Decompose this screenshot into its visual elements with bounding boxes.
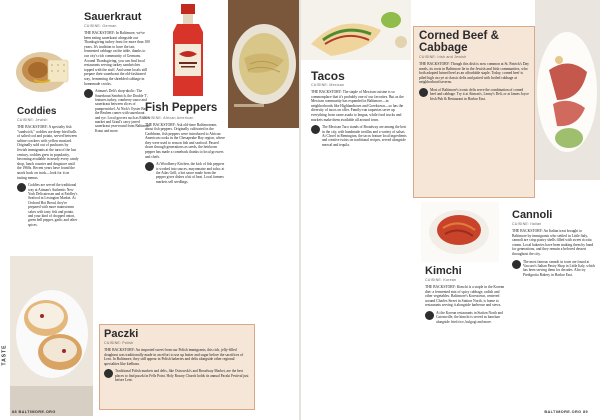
sauerkraut-title: Sauerkraut [84,11,142,23]
kimchi-tip [425,311,505,324]
tacos-tip [311,125,409,147]
fish-peppers-article [145,103,225,184]
tip-icon [104,369,113,378]
paczki-cuisine: CUISINE: Polish [104,341,134,345]
paczki-photo [10,256,93,416]
tacos-article [311,70,409,147]
cannoli-article [512,210,596,277]
coddies-body: THE BACKSTORY: A specialty fish "sandwich," coddies are deep-fried balls of salted cod and potato, served between saltine crackers with yellow mustard. Originally sold out of pushcarts by Jewish immigrants at the turn of the last century, coddies grew in popularity, becoming available in nearly every candy shop, lunch counter and drugstore until the 1960s. Recent years have found the snack back on track—look for it on tasting menus. [17,125,79,180]
corned-beef-body: THE BACKSTORY: Though this dish is now common at St. Patrick's Day meals, its roots in Baltimore lie in the Jewish and Irish communities, who both adopted brined beef as an affordable staple. Today, corned beef is piled high on rye at classic delis and paired with boiled cabbage at neighborhood taverns. [419,62,529,85]
tip-icon [17,183,26,192]
tip-icon [145,162,154,171]
right-footer: BALTIMORE.ORG 89 [544,410,588,414]
corned-beef-box [413,26,535,198]
tip-icon [84,89,93,98]
sauerkraut-tip [84,89,150,133]
cannoli-body: THE BACKSTORY: An Italian treat brought to Baltimore by immigrants who settled in Little Italy, cannoli are crisp pastry shells filled with sweet ricotta cream. Local bakeries have been making them by hand for generations, and they remain a beloved dessert throughout the city. [512,229,594,256]
kimchi-cuisine: CUISINE: Korean [425,278,457,282]
cannoli-tip [512,260,596,278]
fish-peppers-tip-text: At Woodberry Kitchen, the kick of fish peppers is worked into sauces, mayonnaise and salsa; at the Atlas Grill, a hot sauce made from the pepper gives dishes a bit of heat. Local farmers markets sell seedlings. [156,162,225,184]
tip-icon [419,88,428,97]
fish-peppers-title: Fish Peppers [145,102,218,114]
section-sidebar [0,0,10,420]
kimchi-tip-text: At the Korean restaurants in Station North and Catonsville, the kimchi is served as banchan alongside fried rice, bulgogi and more. [436,310,503,324]
right-page [301,0,600,420]
cannoli-tip-text: The most famous cannoli in town are found at Vaccaro's Italian Pastry Shop in Little Italy, which has been serving them for decades. Also try Piedigrotta Bakery in Harbor East. [523,259,596,277]
fish-peppers-photo [155,2,221,100]
paczki-box [99,324,255,410]
coddies-article [17,107,79,227]
cannoli-cuisine: CUISINE: Italian [512,222,542,226]
corned-beef-photo [535,0,600,180]
fish-peppers-body: THE BACKSTORY: Ask old-time Baltimoreans about fish peppers. Originally cultivated in the Caribbean, fish peppers were introduced to African American cooks in the Chesapeake Bay region, where they were used to season fish and seafood. Passed down through generations as seeds, the heirloom pepper has made a comeback thanks to local growers and chefs. [145,122,225,159]
sauerkraut-photo [228,0,299,128]
corned-beef-cuisine: CUISINE: Irish and Jewish [419,55,467,59]
paczki-tip [104,369,250,382]
tip-icon [425,311,434,320]
corned-beef-tip [419,88,529,101]
corned-beef-title: Corned Beef & Cabbage [419,30,499,54]
tacos-tip-text: The Mexican Taco stands of Broadway are among the best in the city, with handmade tortillas and a variety of salsas. At Clavel in Remington, the tacos feature local ingredients and creative twists on traditional recipes, served alongside mezcal and tequila. [322,125,407,147]
sauerkraut-article [84,12,150,133]
kimchi-article [425,266,505,324]
coddies-tip-text: Coddies are served the traditional way at Attman's Authentic New York Delicatessen and at Faidley's Seafood in Lexington Market. At Orchard Hot Bread, they're prepared with more mainstream cakes with tasty fish and potato, and your kind of chopped onion, green bell pepper, garlic and other spices. [28,183,78,227]
sauerkraut-tip-text: Attman's Deli's shop-aholic: The Sauerkraut Sandwich, the Double 'J', features turkey, cranberry sauce and sauerkraut between slices of pumpernickel. At Nick's Oyster Bar, the Reuben comes with sauerkraut and rye. Local grocers such as Eddie's market and Graul's carry jarred sauerkraut year-round from Baltimore Kraut and more. [95,89,150,133]
corned-beef-tip-text: Most of Baltimore's iconic delis serve the combination of corned beef and cabbage. Try it at Attman's, Lenny's Deli, or at James Joyce Irish Pub & Restaurant in Harbor East. [430,87,529,101]
tacos-body: THE BACKSTORY: The staple of Mexican cuisine is so commonplace that it's probably one of our favorites. But as the Mexican community has expanded in Baltimore—in neighborhoods like Highlandtown and Greektown—so has the diversity of tacos on offer. Family-run taquerias serve up everything from carne asada to lengua, while food trucks and markets make them available all around town. [311,90,404,122]
kimchi-photo [421,202,499,262]
paczki-title: Paczki [104,328,139,340]
tacos-title: Tacos [311,69,345,83]
kimchi-title: Kimchi [425,265,462,277]
coddies-tip [17,183,79,227]
left-footer: 88 BALTIMORE.ORG [12,410,56,414]
cannoli-title: Cannoli [512,209,553,221]
paczki-tip-text: Traditional Polish markets and delis, like Ostrowski's and Broadway Market, are the best places to find paczki in Fells Point. Holy Rosary Church holds its annual Paczki Festival just before Lent. [115,369,249,383]
tip-icon [311,125,320,134]
tip-icon [512,260,521,269]
tacos-photo [301,0,411,60]
kimchi-body: THE BACKSTORY: Kimchi is a staple in the Korean diet: a fermented mix of spicy cabbage, radish and other vegetables. Baltimore's Koreatown, centered around Charles Street in Station North, is home to restaurants serving it alongside barbecue and stews. [425,285,505,308]
coddies-title: Coddies [17,106,57,117]
left-page [0,0,299,420]
tacos-cuisine: CUISINE: Mexican [311,83,345,87]
sauerkraut-cuisine: CUISINE: German [84,24,117,28]
sauerkraut-body: THE BACKSTORY: In Baltimore, we've been eating sauerkraut alongside our Thanksgiving turkey feast for more than 100 years. It's tradition to have the tart, fermented cabbage on the table, thanks to our city's rich community of Germans. Around Thanksgiving, you can find local restaurants serving turkey sandwiches topped with the stuff. And some locals still prepare their sauerkraut the old-fashioned way, fermenting the shredded cabbage in homemade crocks. [84,31,150,86]
coddies-cuisine: CUISINE: Jewish [17,118,48,122]
paczki-body: THE BACKSTORY: An imported sweet from our Polish immigrants, this rich, jelly-filled doughnut was traditionally made in an effort to use up butter and sugar before the sacrifices of Lent. In Baltimore, they still appear in Polish bakeries and delis alongside other regional specialties like kielbasa. [104,348,244,366]
section-label: TASTE [1,344,8,366]
coddies-photo [14,40,74,100]
fish-peppers-cuisine: CUISINE: African American [145,115,194,120]
fish-peppers-tip [145,162,225,184]
